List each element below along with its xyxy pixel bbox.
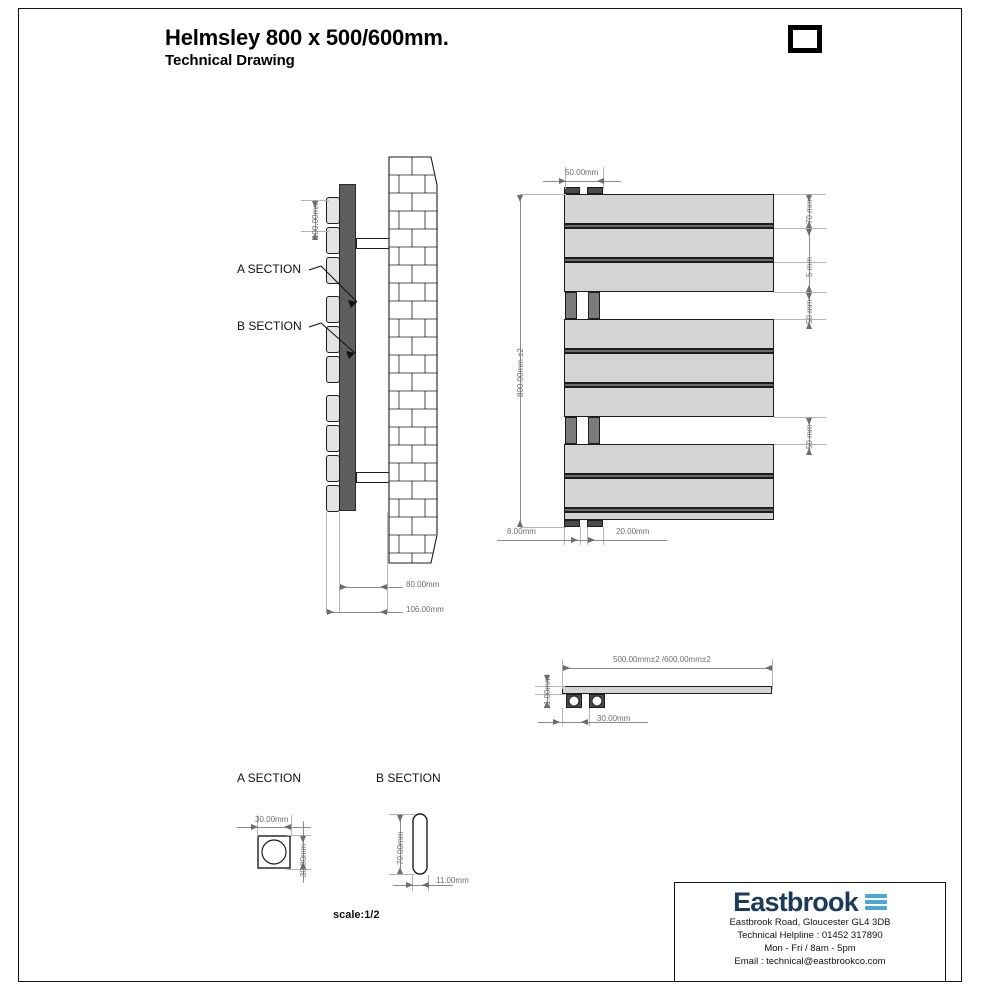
dim-top-thickness: 11.00mm xyxy=(543,676,552,709)
ext-line xyxy=(291,815,292,837)
dim-arrow xyxy=(300,836,306,843)
dim-arrow xyxy=(327,609,334,615)
dim-section-b-height: 70.00mm xyxy=(396,831,405,865)
dim-line xyxy=(339,587,403,588)
dim-arrow xyxy=(563,665,570,671)
callout-b-section: B SECTION xyxy=(237,319,302,333)
dim-line xyxy=(326,612,403,613)
drawing-sheet xyxy=(18,8,962,982)
front-panel xyxy=(564,512,774,520)
dim-top-fitting-offset: 30.00mm xyxy=(597,714,631,723)
ext-line xyxy=(772,659,773,689)
ext-line xyxy=(774,292,826,293)
dim-line xyxy=(543,181,621,182)
side-view-rail xyxy=(326,485,340,512)
dim-line xyxy=(237,827,311,828)
front-view-nub xyxy=(564,187,580,194)
dim-front-bottom-right: 20.00mm xyxy=(616,527,650,536)
company-helpline: Technical Helpline : 01452 317890 xyxy=(737,930,883,941)
dim-arrow xyxy=(380,609,387,615)
ext-line xyxy=(562,708,563,726)
company-email: Email : technical@eastbrookco.com xyxy=(734,956,886,967)
dim-side-depth-inner: 80.00mm xyxy=(406,580,440,589)
dim-arrow xyxy=(806,448,812,455)
wall-hatch xyxy=(387,155,439,565)
dim-arrow xyxy=(380,584,387,590)
dim-arrow xyxy=(581,719,588,725)
dim-side-depth-outer: 106.00mm xyxy=(406,605,444,614)
dim-side-pitch: 100.00mm xyxy=(311,201,320,239)
front-panel xyxy=(564,353,774,383)
front-panel xyxy=(564,228,774,258)
ext-line xyxy=(580,527,581,545)
dim-line xyxy=(587,540,667,541)
dim-arrow xyxy=(340,584,347,590)
dim-arrow xyxy=(422,882,429,888)
ext-line xyxy=(774,262,826,263)
wall-bracket xyxy=(356,472,390,483)
front-panel xyxy=(564,319,774,349)
company-info-box xyxy=(674,882,946,982)
dim-arrow xyxy=(806,229,812,236)
front-manifold xyxy=(565,417,577,444)
top-view-fitting-bores xyxy=(566,694,605,708)
dim-arrow xyxy=(397,815,403,822)
scale-label: scale:1/2 xyxy=(333,909,380,921)
ext-line xyxy=(774,444,826,445)
brand-lockup xyxy=(675,889,945,916)
front-panel xyxy=(564,387,774,417)
company-hours: Mon - Fri / 8am - 5pm xyxy=(764,943,856,954)
front-manifold xyxy=(588,292,600,319)
ext-line xyxy=(562,659,563,689)
page-subtitle: Technical Drawing xyxy=(165,52,295,69)
section-a-figure xyxy=(257,835,291,869)
page-title: Helmsley 800 x 500/600mm. xyxy=(165,25,449,50)
ext-line xyxy=(589,708,590,726)
front-manifold xyxy=(565,292,577,319)
dim-section-a-width: 30.00mm xyxy=(255,815,289,824)
dim-group-gap-bottom: 50 mm xyxy=(805,424,814,449)
square-frame-icon xyxy=(788,25,822,53)
ext-line xyxy=(774,194,826,195)
front-view-nub xyxy=(587,187,603,194)
dim-arrow xyxy=(806,285,812,292)
company-address: Eastbrook Road, Gloucester GL4 3DB xyxy=(729,917,891,928)
ext-line xyxy=(564,527,565,545)
side-view-rail xyxy=(326,455,340,482)
side-view-rail xyxy=(326,395,340,422)
ext-line xyxy=(326,512,327,612)
callout-a-section: A SECTION xyxy=(237,262,302,276)
dim-top-width: 500.00mm±2 /600.00mm±2 xyxy=(613,655,711,664)
dim-arrow xyxy=(251,824,258,830)
ext-line xyxy=(387,512,388,612)
brand-name: Eastbrook xyxy=(733,887,858,917)
side-view-rail xyxy=(326,425,340,452)
ext-line xyxy=(774,228,826,229)
dim-arrow xyxy=(553,719,560,725)
front-panel xyxy=(564,262,774,292)
dim-arrow xyxy=(517,520,523,527)
section-b-figure xyxy=(412,813,428,875)
callout-leaders xyxy=(233,254,373,364)
dim-section-a-height: 30.00mm xyxy=(299,843,308,877)
ext-line xyxy=(774,417,826,418)
ext-line xyxy=(520,194,566,195)
dim-panel-height: 70 mm xyxy=(805,199,814,224)
dim-arrow xyxy=(571,537,578,543)
ext-line xyxy=(774,319,826,320)
wall-bracket xyxy=(356,238,390,249)
front-manifold xyxy=(588,417,600,444)
section-b-title: B SECTION xyxy=(376,771,441,785)
dim-arrow xyxy=(284,824,291,830)
front-view-nub xyxy=(587,520,603,527)
dim-front-top-offset: 50.00mm xyxy=(565,168,599,177)
top-view-bar xyxy=(562,686,772,694)
dim-arrow xyxy=(597,178,604,184)
dim-front-bottom-left: 8.00mm xyxy=(507,527,536,536)
front-panel xyxy=(564,478,774,508)
dim-section-b-width: 11.00mm xyxy=(436,876,469,885)
front-view-nub xyxy=(564,520,580,527)
front-panel xyxy=(564,444,774,474)
ext-line xyxy=(287,835,311,836)
side-view-rail xyxy=(326,197,340,224)
ext-line xyxy=(603,527,604,545)
dim-arrow xyxy=(765,665,772,671)
dim-arrow xyxy=(397,867,403,874)
dim-front-height: 800.00mm ±2 xyxy=(516,348,525,397)
eastbrook-logo-icon xyxy=(865,893,887,913)
dim-panel-gap: 5 mm xyxy=(805,257,814,277)
ext-line xyxy=(339,512,340,612)
dim-arrow xyxy=(517,195,523,202)
dim-arrow xyxy=(588,537,595,543)
dim-group-gap-top: 50 mm xyxy=(805,299,814,324)
front-panel xyxy=(564,194,774,224)
dim-arrow xyxy=(406,882,413,888)
section-a-title: A SECTION xyxy=(237,771,302,785)
dim-arrow xyxy=(559,178,566,184)
dim-line xyxy=(562,668,772,669)
